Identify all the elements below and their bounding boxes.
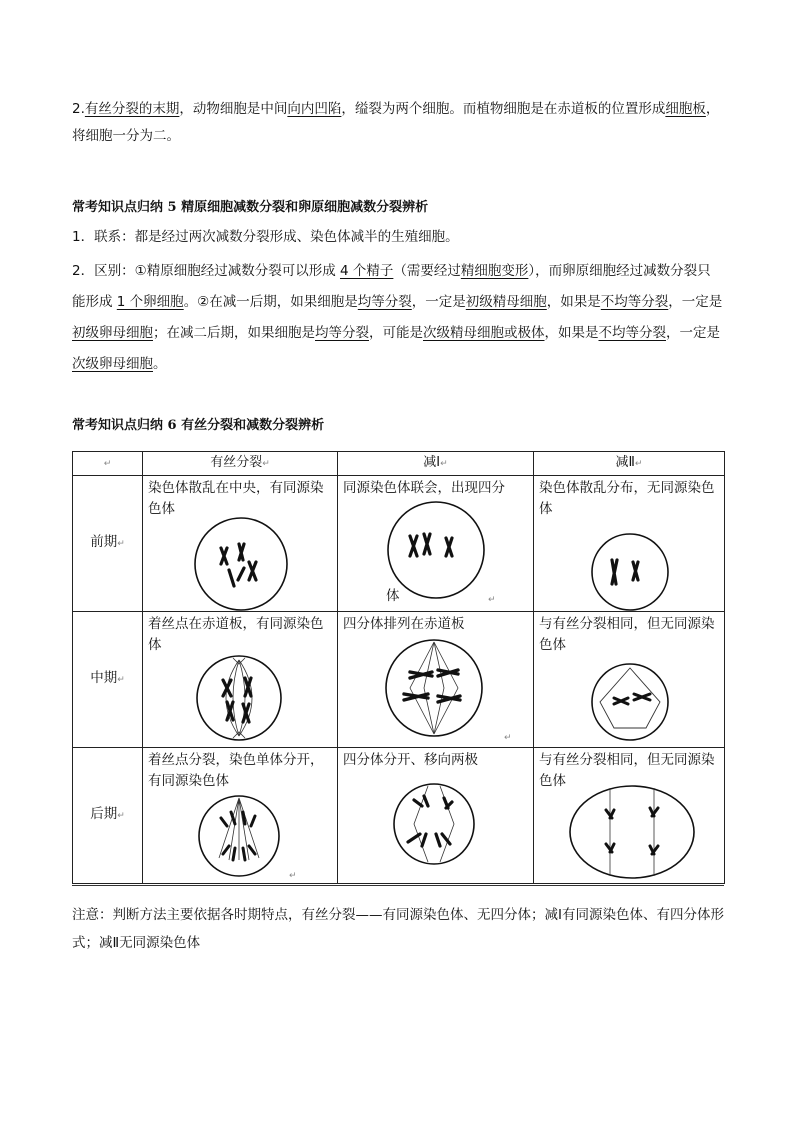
para-text: ，缢裂为两个细胞。而植物细胞是在赤道板的位置形成	[341, 101, 666, 117]
cell-diagram	[534, 612, 725, 747]
cell-diagram	[338, 748, 534, 883]
para-text: ，一定是	[666, 325, 720, 341]
table-header-row	[73, 452, 725, 476]
para-text: 。	[153, 356, 167, 372]
underlined-term: 次级精母细胞或极体	[423, 325, 545, 341]
underlined-term: 均等分裂	[357, 294, 412, 310]
cell-diagram	[534, 748, 725, 883]
cell-diagram	[143, 476, 338, 611]
para-text: ，动物细胞是中间	[179, 101, 288, 117]
para-text: ，一定是	[411, 294, 466, 310]
para-text: ；在减二后期，如果细胞是	[153, 325, 315, 341]
paragraph-mark: ↵	[117, 675, 125, 685]
underlined-term: 1 个卵细胞	[116, 294, 184, 310]
paragraph-difference	[72, 256, 724, 380]
row-label-metaphase	[73, 612, 143, 748]
underlined-term: 初级精母细胞	[465, 294, 547, 310]
cell-meiosis2-prophase	[534, 476, 725, 612]
heading-5: 常考知识点归纳 5 精原细胞减数分裂和卵原细胞减数分裂辨析	[72, 200, 429, 215]
para-text: ，一定是	[668, 294, 723, 310]
cell-text: 与有丝分裂相同，但无同源染色体	[539, 616, 715, 653]
header-meiosis-1	[338, 452, 534, 476]
cell-text: 染色体散乱在中央，有同源染色体	[148, 480, 324, 517]
row-label-prophase	[73, 476, 143, 612]
underlined-term: 细胞板	[665, 101, 706, 117]
paragraph-mark: ↵	[262, 459, 270, 469]
cell-mitosis-anaphase	[143, 748, 338, 884]
para-text: 2．区别：①精原细胞经过减数分裂可以形成	[72, 263, 340, 279]
cell-meiosis1-prophase	[338, 476, 534, 612]
header-label: 减Ⅰ	[423, 455, 441, 470]
paragraph-mark: ↵	[440, 459, 448, 469]
cell-text: 四分体排列在赤道板	[343, 616, 465, 632]
underlined-term: 精细胞变形	[460, 263, 529, 279]
cell-diagram	[534, 476, 725, 611]
paragraph-mark: ↵	[504, 733, 512, 743]
header-mitosis	[143, 452, 338, 476]
paragraph-mark: ↵	[103, 459, 112, 469]
underlined-term: 次级卵母细胞	[72, 356, 153, 372]
underlined-term: 有丝分裂的末期	[84, 101, 180, 117]
cell-diagram	[143, 612, 338, 747]
paragraph-mark: ↵	[117, 539, 125, 549]
row-label-text: 后期	[90, 806, 118, 822]
para-text: ，如果是	[546, 294, 601, 310]
header-meiosis-2	[534, 452, 725, 476]
header-label: 减Ⅱ	[615, 455, 635, 470]
cell-text: 染色体散乱分布，无同源染色体	[539, 480, 715, 517]
cell-mitosis-metaphase	[143, 612, 338, 748]
cell-text: 四分体分开、移向两极	[343, 752, 478, 768]
underlined-term: 不均等分裂	[598, 325, 666, 341]
cell-text: 与有丝分裂相同，但无同源染色体	[539, 752, 715, 789]
comparison-table	[72, 451, 725, 884]
cell-meiosis1-anaphase	[338, 748, 534, 884]
cell-text: 着丝点分裂，染色单体分开，有同源染色体	[148, 752, 324, 789]
cell-meiosis2-anaphase	[534, 748, 725, 884]
cell-diagram	[143, 748, 338, 883]
header-label: 有丝分裂	[210, 455, 263, 470]
para-text: ），而卵原细胞经过减数分裂只能形成	[72, 263, 711, 310]
row-label-anaphase	[73, 748, 143, 884]
para-text: 2.	[72, 101, 85, 117]
underlined-term: 均等分裂	[315, 325, 369, 341]
underlined-term: 初级卵母细胞	[72, 325, 153, 341]
underlined-term: 不均等分裂	[600, 294, 669, 310]
cell-mitosis-prophase	[143, 476, 338, 612]
para-text: 。②在减一后期，如果细胞是	[183, 294, 358, 310]
paragraph-mark: ↵	[117, 811, 125, 821]
cell-meiosis1-metaphase	[338, 612, 534, 748]
paragraph-mark: ↵	[488, 595, 496, 605]
divider	[72, 885, 724, 886]
paragraph-mark: ↵	[289, 871, 297, 881]
cell-text-overflow: 体	[386, 588, 400, 604]
header-corner	[73, 452, 143, 476]
note-paragraph: 注意：判断方法主要依据各时期特点，有丝分裂——有同源染色体、无四分体；减Ⅰ有同源染色体、有四分体形式；减Ⅱ无同源染色体	[72, 907, 724, 951]
table-row-anaphase	[73, 748, 725, 884]
para-text: ，可能是	[369, 325, 423, 341]
underlined-term: 4 个精子	[339, 263, 394, 279]
heading-6: 常考知识点归纳 6 有丝分裂和减数分裂辨析	[72, 418, 325, 433]
cell-diagram	[338, 612, 534, 747]
table-row-prophase	[73, 476, 725, 612]
cell-text: 着丝点在赤道板，有同源染色体	[148, 616, 324, 653]
table-row-metaphase	[73, 612, 725, 748]
para-text: （需要经过	[393, 263, 461, 279]
paragraph-mark: ↵	[634, 459, 643, 469]
paragraph-telophase	[72, 96, 724, 150]
para-text: ，将细胞一分为二。	[72, 101, 720, 144]
cell-meiosis2-metaphase	[534, 612, 725, 748]
cell-text: 同源染色体联会，出现四分	[343, 480, 505, 496]
underlined-term: 向内凹陷	[287, 101, 342, 117]
cell-diagram	[338, 476, 534, 611]
para-text: ，如果是	[544, 325, 599, 341]
row-label-text: 前期	[90, 534, 118, 550]
paragraph-relation: 1．联系：都是经过两次减数分裂形成、染色体减半的生殖细胞。	[72, 229, 459, 245]
row-label-text: 中期	[90, 670, 118, 686]
